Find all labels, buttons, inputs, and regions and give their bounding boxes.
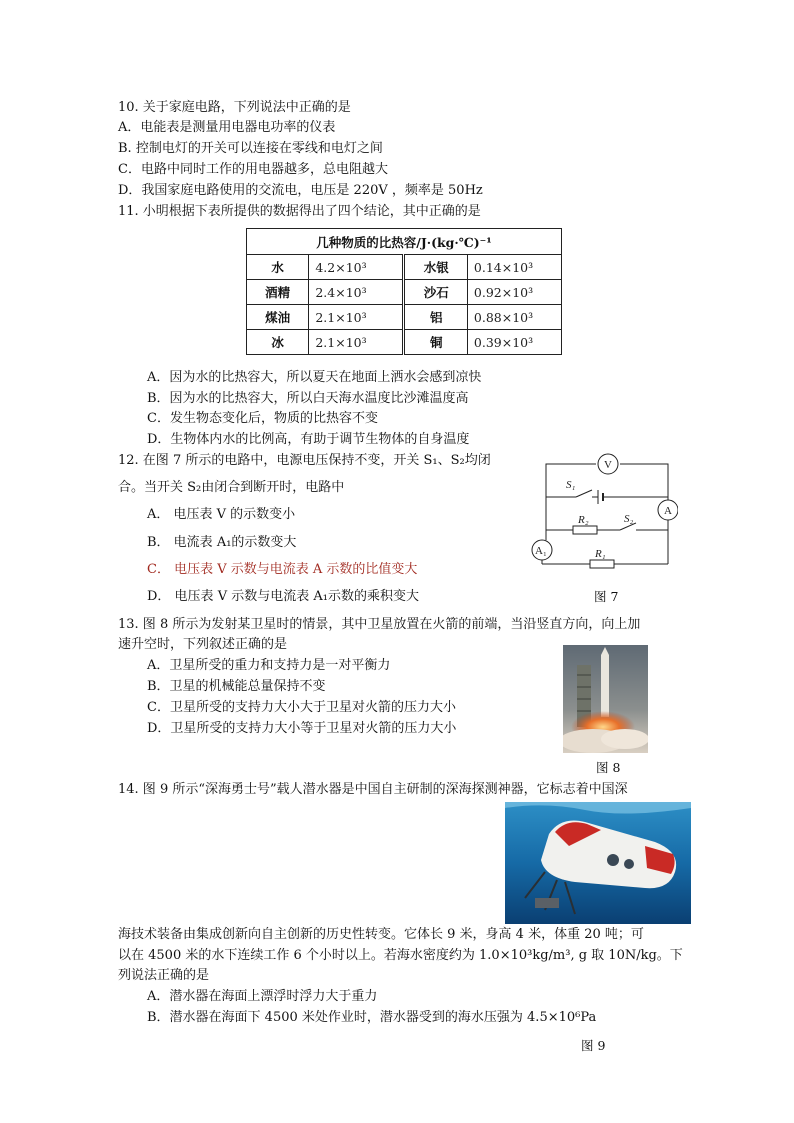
table-cell: 0.14×10³ [467, 255, 561, 280]
table-cell: 铜 [404, 330, 467, 355]
rocket-launch-photo [563, 645, 648, 753]
q14-option-a: A．潜水器在海面上漂浮时浮力大于重力 [147, 989, 378, 1004]
table-cell: 水银 [404, 255, 467, 280]
ammeter1-label: A₁ [535, 545, 547, 557]
q10-option-b: B. 控制电灯的开关可以连接在零线和电灯之间 [118, 141, 383, 156]
q13-option-a: A．卫星所受的重力和支持力是一对平衡力 [147, 658, 391, 673]
q11-stem: 11. 小明根据下表所提供的数据得出了四个结论，其中正确的是 [118, 204, 481, 219]
q14-stem-line4: 列说法正确的是 [118, 968, 210, 983]
table-cell: 0.39×10³ [467, 330, 561, 355]
table-row [247, 330, 562, 355]
q14-stem-line1: 14. 图 9 所示“深海勇士号”载人潜水器是中国自主研制的深海探测神器，它标志着中国深 [118, 782, 628, 797]
q14-stem-line3: 以在 4500 米的水下连续工作 6 个小时以上。若海水密度约为 1.0×10³kg/m³, g 取 10N/kg。下 [118, 948, 683, 963]
table-cell: 2.1×10³ [309, 305, 404, 330]
switch2-label: S₂ [624, 513, 634, 525]
r2-label: R₂ [578, 514, 589, 526]
table-row [247, 305, 562, 330]
circuit-diagram [528, 452, 678, 574]
table-cell: 沙石 [404, 280, 467, 305]
q12-option-a: A． 电压表 V 的示数变小 [147, 507, 296, 522]
q11-option-b: B．因为水的比热容大，所以白天海水温度比沙滩温度高 [147, 391, 469, 406]
table-cell: 煤油 [247, 305, 309, 330]
q12-stem-line1: 12. 在图 7 所示的电路中，电源电压保持不变，开关 S₁、S₂均闭 [118, 453, 491, 468]
q13-option-c: C．卫星所受的支持力大小大于卫星对火箭的压力大小 [147, 700, 456, 715]
submersible-photo [505, 802, 691, 924]
table-cell: 水 [247, 255, 309, 280]
figure7-caption: 图 7 [594, 589, 619, 604]
q13-option-b: B．卫星的机械能总量保持不变 [147, 679, 326, 694]
q13-stem-line2: 速升空时，下列叙述正确的是 [118, 637, 288, 652]
q12-option-c: C． 电压表 V 示数与电流表 A 示数的比值变大 [147, 562, 418, 577]
figure8-caption: 图 8 [596, 760, 621, 775]
table-cell: 铝 [404, 305, 467, 330]
table-cell: 4.2×10³ [309, 255, 404, 280]
q12-stem-line2: 合。当开关 S₂由闭合到断开时，电路中 [118, 480, 345, 495]
table-caption: 几种物质的比热容/J·(kg·℃)⁻¹ [247, 229, 562, 255]
q13-stem-line1: 13. 图 8 所示为发射某卫星时的情景，其中卫星放置在火箭的前端，当沿竖直方向，向上加 [118, 617, 641, 632]
table-cell: 酒精 [247, 280, 309, 305]
table-cell: 2.4×10³ [309, 280, 404, 305]
table-cell: 0.92×10³ [467, 280, 561, 305]
q10-option-c: C．电路中同时工作的用电器越多，总电阻越大 [118, 162, 388, 177]
table-row [247, 255, 562, 280]
table-cell: 冰 [247, 330, 309, 355]
r1-label: R₁ [595, 548, 606, 560]
switch1-label: S₁ [566, 479, 576, 491]
q12-option-b: B． 电流表 A₁的示数变大 [147, 535, 297, 550]
q14-option-b: B．潜水器在海面下 4500 米处作业时，潜水器受到的海水压强为 4.5×10⁶Pa [147, 1010, 597, 1025]
q10-option-d: D．我国家庭电路使用的交流电，电压是 220V ，频率是 50Hz [118, 183, 483, 198]
q13-option-d: D．卫星所受的支持力大小等于卫星对火箭的压力大小 [147, 721, 457, 736]
figure9-caption: 图 9 [581, 1038, 606, 1053]
ammeter-label: A [664, 505, 672, 517]
q10-option-a: A．电能表是测量用电器电功率的仪表 [118, 120, 336, 135]
q11-option-a: A．因为水的比热容大，所以夏天在地面上洒水会感到凉快 [147, 370, 482, 385]
q10-stem: 10. 关于家庭电路，下列说法中正确的是 [118, 100, 351, 115]
table-cell: 0.88×10³ [467, 305, 561, 330]
q11-option-d: D．生物体内水的比例高，有助于调节生物体的自身温度 [147, 432, 470, 447]
table-row [247, 280, 562, 305]
table-cell: 2.1×10³ [309, 330, 404, 355]
q11-option-c: C．发生物态变化后，物质的比热容不变 [147, 411, 378, 426]
q12-option-d: D． 电压表 V 示数与电流表 A₁示数的乘积变大 [147, 589, 419, 604]
q14-stem-line2: 海技术装备由集成创新向自主创新的历史性转变。它体长 9 米，身高 4 米，体重 20 吨；可 [118, 927, 644, 942]
voltmeter-label: V [604, 459, 612, 471]
specific-heat-table [246, 228, 562, 355]
